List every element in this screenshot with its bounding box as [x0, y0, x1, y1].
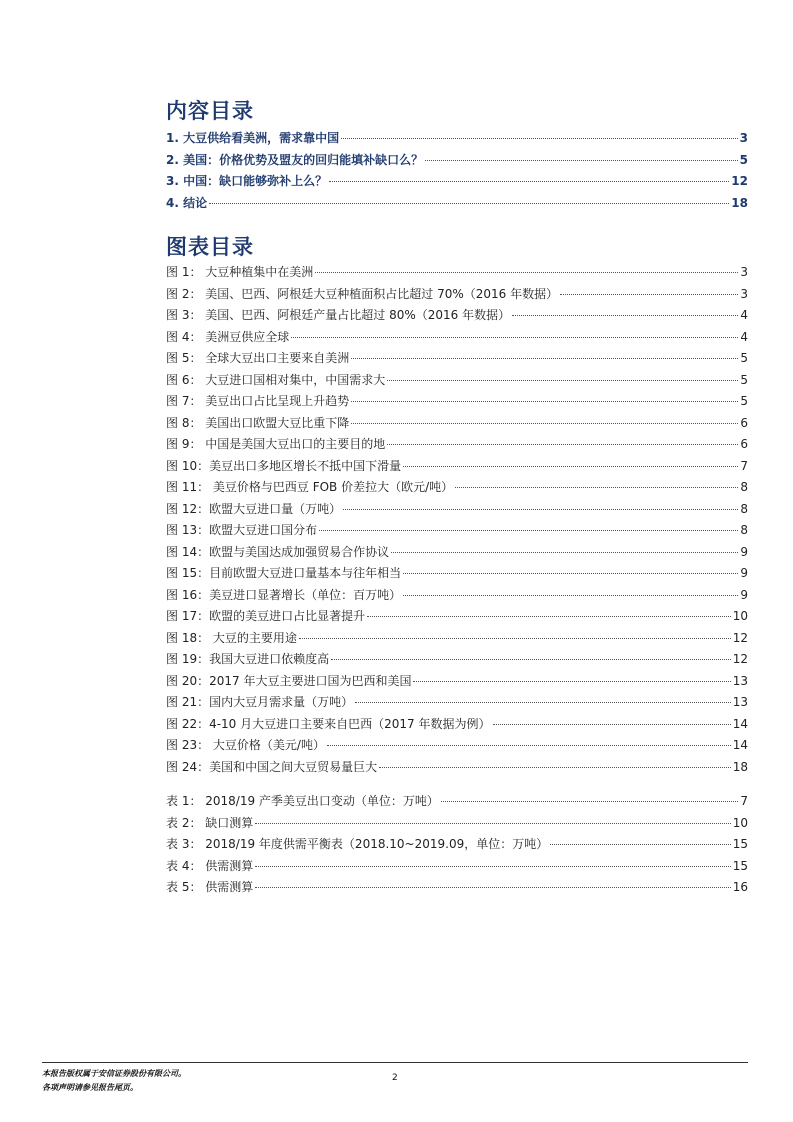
- figure-item-page: 9: [740, 544, 748, 559]
- contents-item-label: 3. 中国：缺口能够弥补上么？: [166, 174, 328, 188]
- figure-item-label: 图 15：目前欧盟大豆进口量基本与往年相当: [166, 566, 402, 580]
- figure-item-page: 3: [740, 265, 748, 279]
- figure-item-label: 图 2： 美国、巴西、阿根廷大豆种植面积占比超过 70%（2016 年数据）: [166, 286, 559, 301]
- dot-leader: [413, 681, 730, 682]
- figure-item-page: 8: [740, 523, 748, 537]
- page-number: 2: [392, 1073, 398, 1083]
- figure-item-label: 图 22：4-10 月大豆进口主要来自巴西（2017 年数据为例）: [166, 716, 491, 731]
- figure-item[interactable]: [166, 736, 748, 758]
- contents-item-label: 2. 美国：价格优势及盟友的回归能填补缺口么？: [166, 152, 424, 167]
- figure-item-label: 图 17：欧盟的美豆进口占比显著提升: [166, 609, 366, 623]
- dot-leader: [355, 702, 731, 703]
- footer-divider: [42, 1062, 748, 1063]
- figure-item-page: 6: [740, 415, 748, 430]
- figure-item-page: 9: [740, 566, 748, 580]
- dot-leader: [341, 138, 738, 139]
- contents-item-page: 12: [731, 174, 748, 188]
- figure-item-page: 4: [740, 308, 748, 322]
- figure-item-label: 图 10：美豆出口多地区增长不抵中国下滑量: [166, 458, 402, 473]
- figure-item-label: 图 5： 全球大豆出口主要来自美洲: [166, 351, 350, 365]
- dot-leader: [493, 724, 731, 725]
- contents-item[interactable]: [166, 129, 748, 151]
- contents-item[interactable]: [166, 172, 748, 194]
- contents-item-page: 18: [731, 195, 748, 210]
- figures-heading: 图表目录: [166, 235, 254, 259]
- figure-item-label: 图 14：欧盟与美国达成加强贸易合作协议: [166, 544, 390, 559]
- contents-item-label: 4. 结论: [166, 195, 208, 210]
- figure-item-label: 图 19：我国大豆进口依赖度高: [166, 652, 330, 666]
- dot-leader: [351, 423, 738, 424]
- figure-item[interactable]: [166, 285, 748, 307]
- figure-item-page: 14: [732, 738, 748, 752]
- contents-heading: 内容目录: [166, 99, 254, 123]
- dot-leader: [351, 401, 738, 402]
- dot-leader: [403, 466, 738, 467]
- contents-item[interactable]: [166, 194, 748, 216]
- figure-item-label: 图 3： 美国、巴西、阿根廷产量占比超过 80%（2016 年数据）: [166, 308, 511, 322]
- dot-leader: [560, 294, 738, 295]
- dot-leader: [315, 272, 738, 273]
- figures-list: [166, 263, 748, 779]
- figure-item-page: 8: [740, 480, 748, 494]
- figure-item-label: 图 18： 大豆的主要用途: [166, 630, 297, 645]
- dot-leader: [255, 887, 730, 888]
- dot-leader: [441, 801, 738, 802]
- figure-item-label: 图 11： 美豆价格与巴西豆 FOB 价差拉大（欧元/吨）: [166, 480, 454, 494]
- figure-item-label: 图 12：欧盟大豆进口量（万吨）: [166, 501, 342, 516]
- figure-item-page: 3: [740, 286, 748, 301]
- figure-item-label: 图 21：国内大豆月需求量（万吨）: [166, 695, 354, 709]
- table-item-page: 15: [732, 858, 748, 873]
- table-item[interactable]: [166, 792, 748, 814]
- figure-item-page: 10: [732, 609, 748, 623]
- dot-leader: [319, 530, 738, 531]
- dot-leader: [329, 181, 729, 182]
- figure-item-page: 18: [732, 759, 748, 774]
- figure-item-page: 5: [740, 372, 748, 387]
- figure-item-page: 14: [732, 716, 748, 731]
- figure-item-page: 13: [732, 695, 748, 709]
- copyright-note: 本报告版权属于安信证券股份有限公司。: [42, 1069, 186, 1078]
- figure-item[interactable]: [166, 543, 748, 565]
- table-item-page: 7: [740, 794, 748, 808]
- figure-item[interactable]: [166, 349, 748, 371]
- disclaimer-note: 各项声明请参见报告尾页。: [42, 1083, 138, 1092]
- contents-item-page: 5: [739, 152, 748, 167]
- figure-item-page: 5: [740, 351, 748, 365]
- table-item-page: 10: [732, 815, 748, 830]
- dot-leader: [403, 573, 738, 574]
- figure-item[interactable]: [166, 371, 748, 393]
- figure-item-label: 图 20：2017 年大豆主要进口国为巴西和美国: [166, 673, 412, 688]
- dot-leader: [209, 203, 729, 204]
- figure-item[interactable]: [166, 672, 748, 694]
- figure-item-page: 8: [740, 501, 748, 516]
- contents-list: [166, 129, 748, 215]
- dot-leader: [379, 767, 731, 768]
- dot-leader: [255, 823, 730, 824]
- figure-item[interactable]: [166, 586, 748, 608]
- figure-item[interactable]: [166, 715, 748, 737]
- figure-item[interactable]: [166, 306, 748, 328]
- figure-item-page: 9: [740, 587, 748, 602]
- figure-item[interactable]: [166, 392, 748, 414]
- figure-item-label: 图 13：欧盟大豆进口国分布: [166, 523, 318, 537]
- dot-leader: [387, 380, 738, 381]
- figure-item-page: 4: [740, 329, 748, 344]
- figure-item-label: 图 9： 中国是美国大豆出口的主要目的地: [166, 437, 386, 451]
- figure-item-page: 6: [740, 437, 748, 451]
- contents-item-page: 3: [739, 131, 748, 145]
- figure-item[interactable]: [166, 521, 748, 543]
- dot-leader: [512, 315, 738, 316]
- dot-leader: [391, 552, 738, 553]
- figure-item-page: 12: [732, 652, 748, 666]
- contents-item-label: 1. 大豆供给看美洲，需求靠中国: [166, 131, 340, 145]
- dot-leader: [351, 358, 738, 359]
- dot-leader: [387, 444, 738, 445]
- figure-item-label: 图 8： 美国出口欧盟大豆比重下降: [166, 415, 350, 430]
- figure-item[interactable]: [166, 629, 748, 651]
- dot-leader: [403, 595, 738, 596]
- dot-leader: [327, 745, 731, 746]
- figure-item[interactable]: [166, 607, 748, 629]
- dot-leader: [425, 160, 738, 161]
- table-item-label: 表 2： 缺口测算: [166, 815, 254, 830]
- dot-leader: [343, 509, 738, 510]
- figure-item-page: 13: [732, 673, 748, 688]
- figure-item-label: 图 23： 大豆价格（美元/吨）: [166, 738, 325, 752]
- figure-item-label: 图 24：美国和中国之间大豆贸易量巨大: [166, 759, 378, 774]
- table-item-label: 表 5： 供需测算: [166, 880, 254, 894]
- table-item[interactable]: [166, 835, 748, 857]
- table-item[interactable]: [166, 857, 748, 879]
- figure-item[interactable]: [166, 758, 748, 780]
- figure-item[interactable]: [166, 478, 748, 500]
- contents-item[interactable]: [166, 151, 748, 173]
- figure-item-label: 图 6： 大豆进口国相对集中，中国需求大: [166, 372, 386, 387]
- figure-item-label: 图 1： 大豆种植集中在美洲: [166, 265, 314, 279]
- figure-item[interactable]: [166, 564, 748, 586]
- dot-leader: [291, 337, 738, 338]
- figure-item[interactable]: [166, 263, 748, 285]
- figure-item-page: 7: [740, 458, 748, 473]
- figure-item-label: 图 16：美豆进口显著增长（单位：百万吨）: [166, 587, 402, 602]
- table-item[interactable]: [166, 814, 748, 836]
- dot-leader: [455, 487, 738, 488]
- figure-item[interactable]: [166, 650, 748, 672]
- dot-leader: [550, 844, 730, 845]
- figure-item[interactable]: [166, 328, 748, 350]
- dot-leader: [367, 616, 731, 617]
- table-item-label: 表 3： 2018/19 年度供需平衡表（2018.10~2019.09，单位：万吨）: [166, 837, 549, 851]
- figure-item[interactable]: [166, 693, 748, 715]
- figure-item[interactable]: [166, 435, 748, 457]
- tables-list: [166, 792, 748, 900]
- table-item-label: 表 4： 供需测算: [166, 858, 254, 873]
- figure-item[interactable]: [166, 500, 748, 522]
- figure-item[interactable]: [166, 457, 748, 479]
- table-item-page: 16: [732, 880, 748, 894]
- figure-item-page: 12: [732, 630, 748, 645]
- figure-item-label: 图 7： 美豆出口占比呈现上升趋势: [166, 394, 350, 408]
- table-item-label: 表 1： 2018/19 产季美豆出口变动（单位：万吨）: [166, 794, 439, 808]
- table-item[interactable]: [166, 878, 748, 900]
- dot-leader: [255, 866, 730, 867]
- figure-item-label: 图 4： 美洲豆供应全球: [166, 329, 290, 344]
- dot-leader: [299, 638, 731, 639]
- dot-leader: [331, 659, 731, 660]
- table-item-page: 15: [732, 837, 748, 851]
- figure-item-page: 5: [740, 394, 748, 408]
- figure-item[interactable]: [166, 414, 748, 436]
